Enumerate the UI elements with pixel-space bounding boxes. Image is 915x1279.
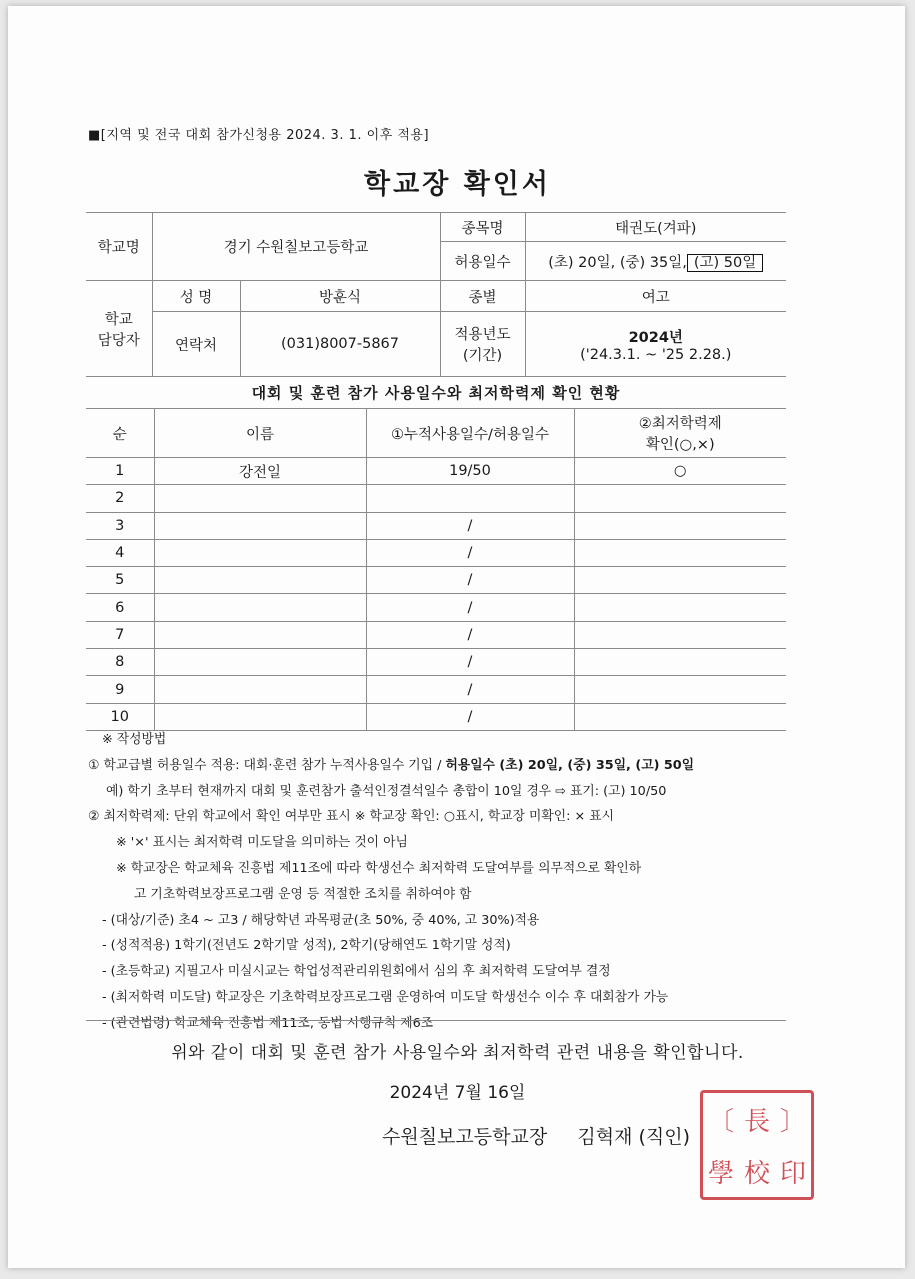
- col-header-check-line2: 확인(○,×): [645, 437, 715, 453]
- row-check: ○: [574, 458, 786, 485]
- row-name: [154, 649, 366, 676]
- apply-year-label-line2: (기간): [462, 348, 503, 364]
- allowed-days-value: (초) 20일, (중) 35일,: [548, 254, 687, 271]
- row-check: [574, 567, 786, 594]
- row-name: [154, 485, 366, 512]
- row-name: [154, 512, 366, 539]
- row-number: 8: [86, 649, 154, 676]
- status-table: [86, 408, 786, 731]
- note-2-a: ※ '×' 표시는 최저학력 미도달을 의미하는 것이 아님: [116, 835, 408, 851]
- row-name: [154, 567, 366, 594]
- apply-year-label-line1: 적용년도: [454, 327, 511, 343]
- row-check: [574, 539, 786, 566]
- note-1-allowed-days: 허용일수 (초) 20일, (중) 35일, (고) 50일: [445, 757, 695, 773]
- row-check: [574, 485, 786, 512]
- note-2-b-line2: 고 기초학력보장프로그램 운영 등 적절한 조치를 취하여야 함: [134, 886, 472, 902]
- row-check: [574, 621, 786, 648]
- row-number: 3: [86, 512, 154, 539]
- col-header-name: 이름: [154, 409, 366, 458]
- allowed-days-label: 허용일수: [440, 242, 525, 281]
- header-note: ■[지역 및 전국 대회 참가신청용 2024. 3. 1. 이후 적용]: [88, 128, 430, 143]
- row-check: [574, 649, 786, 676]
- row-days: /: [366, 539, 574, 566]
- col-header-no: 순: [86, 409, 154, 458]
- issue-date: 2024년 7월 16일: [389, 1083, 526, 1103]
- detail-2: - (성적적용) 1학기(전년도 2학기말 성적), 2학기(당해연도 1학기말 성적): [102, 938, 511, 954]
- row-number: 6: [86, 594, 154, 621]
- apply-year-value: [525, 312, 786, 377]
- seal-char: 〕: [779, 1106, 806, 1137]
- row-name: [154, 594, 366, 621]
- table-row: [86, 512, 786, 539]
- contact-label: 연락처: [152, 312, 240, 377]
- manager-label: [86, 281, 152, 377]
- table-row: [86, 621, 786, 648]
- row-days: 19/50: [366, 458, 574, 485]
- row-days: /: [366, 676, 574, 703]
- row-days: /: [366, 512, 574, 539]
- row-days: /: [366, 649, 574, 676]
- table-row: [86, 676, 786, 703]
- col-header-days: ①누적사용일수/허용일수: [366, 409, 574, 458]
- detail-3: - (초등학교) 지필고사 미실시교는 학업성적관리위원회에서 심의 후 최저학력 도달여부 결정: [102, 964, 611, 980]
- row-name: [154, 676, 366, 703]
- apply-year-label: [440, 312, 525, 377]
- row-number: 1: [86, 458, 154, 485]
- row-days: /: [366, 621, 574, 648]
- notes-bottom-rule: [86, 1020, 786, 1021]
- note-1-example: 예) 학기 초부터 현재까지 대회 및 훈련참가 출석인정결석일수 총합이 10일 경우 ⇨ 표기: (고) 10/50: [106, 783, 667, 799]
- row-days: [366, 485, 574, 512]
- table-row: [86, 539, 786, 566]
- row-number: 2: [86, 485, 154, 512]
- manager-label-line2: 담당자: [97, 332, 140, 349]
- row-check: [574, 676, 786, 703]
- row-number: 7: [86, 621, 154, 648]
- section-title: 대회 및 훈련 참가 사용일수와 최저학력제 확인 현황: [251, 384, 621, 402]
- row-days: /: [366, 703, 574, 730]
- writing-instructions: [88, 727, 800, 1037]
- official-seal-stamp: [700, 1090, 814, 1200]
- row-days: /: [366, 594, 574, 621]
- seal-char: 校: [743, 1158, 770, 1189]
- detail-4: - (최저학력 미도달) 학교장은 기초학력보장프로그램 운영하여 미도달 학생선수 이수 후 대회참가 가능: [102, 989, 669, 1005]
- row-number: 4: [86, 539, 154, 566]
- col-header-check-line1: ②최저학력제: [638, 416, 722, 432]
- gender-value: 여고: [525, 281, 786, 312]
- principal-signature: 수원칠보고등학교장 김혁재 (직인): [382, 1126, 691, 1148]
- seal-char: 印: [779, 1158, 806, 1189]
- divider: [86, 408, 786, 409]
- document-title: 학교장 확인서: [364, 169, 551, 200]
- table-row: [86, 649, 786, 676]
- table-row: [86, 567, 786, 594]
- row-name: [154, 621, 366, 648]
- note-2-b-line1: ※ 학교장은 학교체육 진흥법 제11조에 따라 학생선수 최저학력 도달여부를 의무적으로 확인하: [116, 860, 642, 876]
- table-row: [86, 485, 786, 512]
- row-number: 5: [86, 567, 154, 594]
- row-check: [574, 512, 786, 539]
- detail-5: - (관련법령) 학교체육 진흥법 제11조, 동법 시행규칙 제6조: [102, 1015, 434, 1031]
- allowed-days-highschool: (고) 50일: [687, 254, 763, 272]
- table-row: [86, 458, 786, 485]
- sport-value: 태권도(겨파): [525, 213, 786, 242]
- row-number: 9: [86, 676, 154, 703]
- school-info-table: [86, 212, 786, 377]
- seal-char: 學: [707, 1158, 734, 1189]
- row-number: 10: [86, 703, 154, 730]
- allowed-days-cell: [525, 242, 786, 281]
- note-2: ② 최저학력제: 단위 학교에서 확인 여부만 표시 ※ 학교장 확인: ○표시, 학교장 미확인: × 표시: [88, 809, 614, 825]
- detail-1: - (대상/기준) 초4 ~ 고3 / 해당학년 과목평균(초 50%, 중 40%, 고 30%)적용: [102, 912, 540, 928]
- confirmation-text: 위와 같이 대회 및 훈련 참가 사용일수와 최저학력 관련 내용을 확인합니다.: [171, 1043, 744, 1063]
- note-1: [88, 753, 800, 779]
- table-row: [86, 594, 786, 621]
- row-name: 강전일: [154, 458, 366, 485]
- sport-label: 종목명: [440, 213, 525, 242]
- contact-value: (031)8007-5867: [240, 312, 440, 377]
- manager-name-label: 성 명: [152, 281, 240, 312]
- seal-char: 長: [743, 1106, 770, 1137]
- apply-period: ('24.3.1. ~ '25 2.28.): [580, 346, 732, 363]
- row-days: /: [366, 567, 574, 594]
- apply-year: 2024년: [628, 329, 683, 346]
- manager-label-line1: 학교: [104, 311, 133, 328]
- gender-label: 종별: [440, 281, 525, 312]
- row-name: [154, 539, 366, 566]
- col-header-check: [574, 409, 786, 458]
- notes-heading: ※ 작성방법: [102, 732, 167, 747]
- school-name-label: 학교명: [86, 213, 152, 281]
- manager-name-value: 방훈식: [240, 281, 440, 312]
- row-check: [574, 594, 786, 621]
- seal-char: 〔: [707, 1106, 734, 1137]
- note-1-text: ① 학교급별 허용일수 적용: 대회·훈련 참가 누적사용일수 기입 /: [88, 757, 446, 773]
- school-name-value: 경기 수원칠보고등학교: [152, 213, 440, 281]
